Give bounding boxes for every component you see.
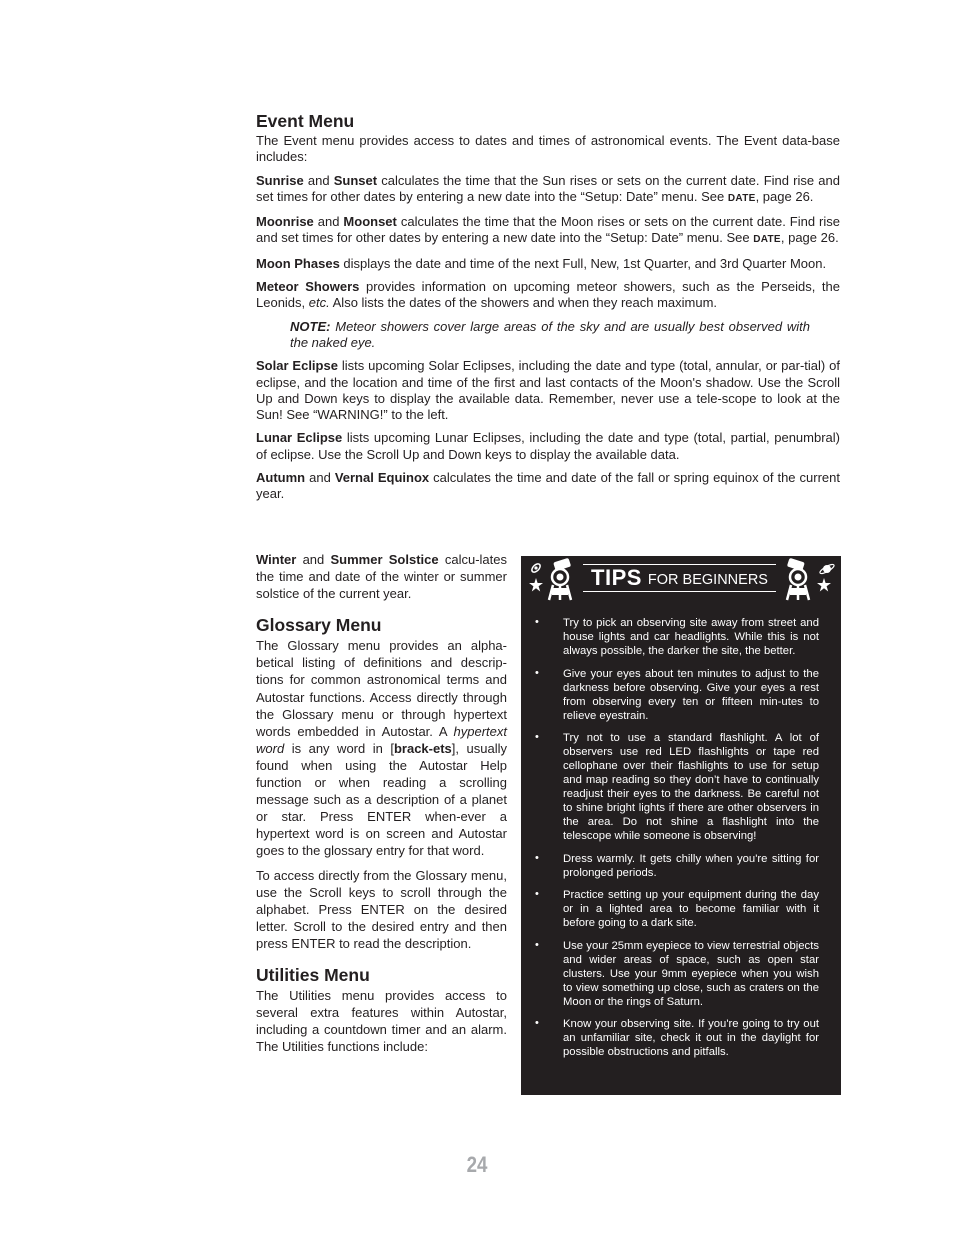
telescope-icon [779,558,817,602]
moonrise-entry: Moonrise and Moonset calculates the time that the Moon rises or sets on the current date. Find rise and set times for other dates by entering a new date into the “Setup: Date” menu. See DATE, page 26. [256,214,840,246]
sunrise-entry: Sunrise and Sunset calculates the time that the Sun rises or sets on the current date. Find rise and set times for other dates by entering a new date into the “Setup: Date” menu. See DATE, page 26. [256,172,840,204]
tip-item: • Try not to use a standard flashlight. A lot of observers use red LED flashlights or tape red cellophane over their flashlights to use for setup and map reading so they don’t have to continually readjust their eyes to the darkness. Be careful not to shine bright lights if there are other observers in the area. Do not shine a flashlight into the telescope while someone is observing! [535,731,819,842]
date-link: DATE [753,234,781,246]
glossary-menu-heading: Glossary Menu [256,615,382,636]
event-menu-heading: Event Menu [256,111,355,131]
utilities-menu-heading: Utilities Menu [256,964,370,985]
glossary-paragraph-2: To access directly from the Glossary menu, use the Scroll keys to scroll through the alphabet. Press ENTER on the desired letter. Scroll to the desired entry and then press ENTER to read the description. [256,867,507,951]
tips-title-word: TIPS [591,565,642,590]
tips-box [521,556,841,1095]
moon-phases-entry: Moon Phases displays the date and time of the next Full, New, 1st Quarter, and 3rd Quarter Moon. [256,255,827,271]
tips-subtitle: FOR BEGINNERS [647,571,768,588]
planet-icon [818,560,836,578]
tips-title [583,564,776,592]
star-icon [817,578,831,592]
tips-header [521,556,841,608]
lunar-eclipse-entry: Lunar Eclipse lists upcoming Lunar Eclipses, including the date and type (total, partial, penumbral) of eclipse. Use the Scroll Up and Down keys to display the available data. [256,430,840,462]
equinox-entry: Autumn and Vernal Equinox calculates the time and date of the fall or spring equinox of the current year. [256,470,840,502]
tip-item: • Give your eyes about ten minutes to adjust to the darkness before observing. Give your eyes a rest from observing every ten or fifteen min-utes to relieve eyestrain. [535,666,819,722]
solar-eclipse-entry: Solar Eclipse lists upcoming Solar Eclipses, including the date and type (total, annular, or par-tial) of eclipse, and the location and time of the first and last contacts of the Moon's shadow. Use the Scroll Up and Down keys to display the available data. Remember, never use a tele-scope to look at the Sun! See “WARNING!” to the left. [256,358,840,423]
tip-item: • Know your observing site. If you're going to try out an unfamiliar site, check it out in the daylight for possible obstructions and pitfalls. [535,1017,819,1058]
tips-list [521,616,841,1059]
solstice-entry: Winter and Summer Solstice calcu-lates the time and date of the winter or summer solstice of the current year. [256,552,507,602]
tip-item: • Try to pick an observing site away from street and house lights and car headlights. While this is not always possible, the darker the site, the better. [535,616,819,657]
telescope-icon [541,558,579,602]
tip-item: • Practice setting up your equipment during the day or in a lighted area to become familiar with it before going to a dark site. [535,888,819,929]
meteor-note: NOTE: Meteor showers cover large areas of the sky and are usually best observed with the naked eye. [290,318,810,350]
date-link: DATE [727,192,756,204]
utilities-paragraph: The Utilities menu provides access to several extra features within Autostar, including a countdown timer and an alarm. The Utilities functions include: [256,987,507,1055]
left-column [256,551,507,1062]
event-menu-section [256,110,840,510]
page-number: 24 [466,1152,488,1177]
tip-item: • Dress warmly. It gets chilly when you're sitting for prolonged periods. [535,851,819,879]
tip-item: • Use your 25mm eyepiece to view terrestrial objects and wider areas of space, such as open star clusters. Use your 9mm eyepiece when you wish to view something up close, such as craters on the Moon or the rings of Saturn. [535,938,819,1008]
glossary-paragraph-1: The Glossary menu provides an alpha-betical listing of definitions and descrip-tions for common astronomical terms and Autostar functions. Access directly through the Glossary menu or through hypertext words embedded in Autostar. A hypertext word is any word in [brack-ets], usually found when using the Autostar Help function or when reading a scrolling message such as a description of a planet or star. Press ENTER when-ever a hypertext word is on screen and Autostar goes to the glossary entry for that word. [256,638,507,859]
event-menu-intro: The Event menu provides access to dates and times of astronomical events. The Event data-base includes: [256,133,840,165]
meteor-showers-entry: Meteor Showers provides information on upcoming meteor showers, such as the Perseids, the Leonids, etc. Also lists the dates of the showers and when they reach maximum. [256,279,840,311]
